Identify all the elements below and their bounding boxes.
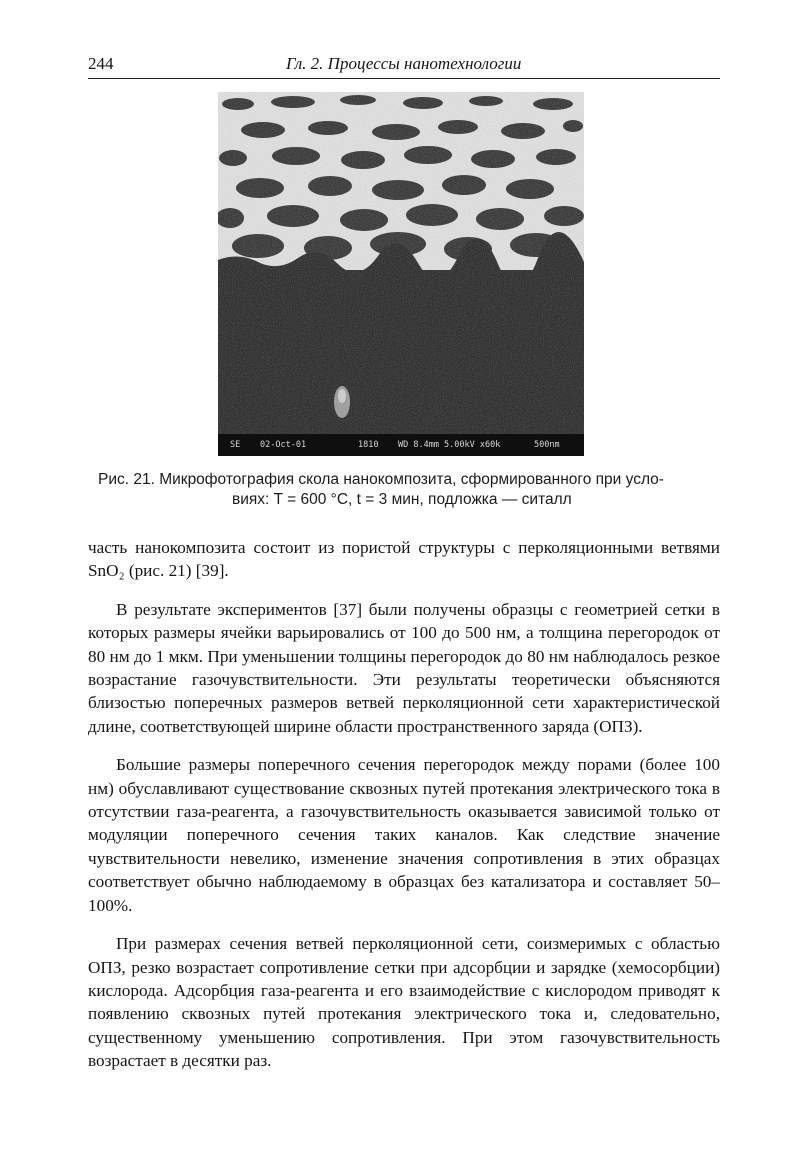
sem-date: 02-Oct-01 — [260, 440, 307, 450]
paragraph-2: В результате экспериментов [37] были получены образцы с геометрией сетки в которых размеры ячейки варьировались от 100 до 500 нм, а толщина перегородок от 80 нм до 1 мкм. При уменьшении толщины перегородок до 80 нм наблюдалось резкое возрастание газочувствительности. Эти результаты теоретически объясняются близостью поперечных размеров ветвей перколяционной сети характеристической длине, соответствующей ширине области пространственного заряда (ОПЗ). — [88, 599, 720, 736]
figure-caption — [98, 470, 714, 510]
paragraph-4: При размерах сечения ветвей перколяционной сети, соизмеримых с областью ОПЗ, резко возрастает сопротивление сетки при адсорбции и зарядке (хемосорбции) кислорода. Адсорбция газа-реагента и его взаимодействие с кислородом приводят к появлению сквозных путей протекания электрического тока и, следовательно, существенному уменьшению сопротивления. При этом газочувствительность возрастает в десятки раз. — [88, 934, 720, 1071]
running-header — [88, 52, 720, 79]
sem-detector: SE — [230, 440, 241, 450]
sem-info-bar — [218, 434, 584, 456]
micrograph-image — [218, 92, 584, 434]
sem-parameters: WD 8.4mm 5.00kV x60k — [398, 440, 501, 450]
sem-micrograph — [218, 92, 584, 456]
body-text — [88, 536, 720, 1088]
running-title: Гл. 2. Процессы нанотехнологии — [286, 54, 522, 73]
sem-image-id: 1810 — [358, 440, 379, 450]
caption-line-2: виях: T = 600 °C, t = 3 мин, подложка — ситалл — [232, 491, 572, 508]
page-number: 244 — [88, 54, 114, 73]
paragraph-1: часть нанокомпозита состоит из пористой структуры с перколяционными ветвями SnO₂ (рис. 21) [39]. — [88, 538, 720, 581]
caption-line-1: Рис. 21. Микрофотография скола нанокомпозита, сформированного при усло- — [98, 471, 664, 488]
sem-scale: 500nm — [534, 440, 560, 450]
paragraph-3: Большие размеры поперечного сечения перегородок между порами (более 100 нм) обуславливают существование сквозных путей протекания электрического тока в отсутствии газа-реагента, а газочувствительность оказывается зависимой только от модуляции поперечного сечения таких каналов. Как следствие значение чувствительности невелико, изменение значения сопротивления в этих образцах соответствует обычно наблюдаемому в образцах без катализатора и составляет 50–100%. — [88, 755, 720, 915]
